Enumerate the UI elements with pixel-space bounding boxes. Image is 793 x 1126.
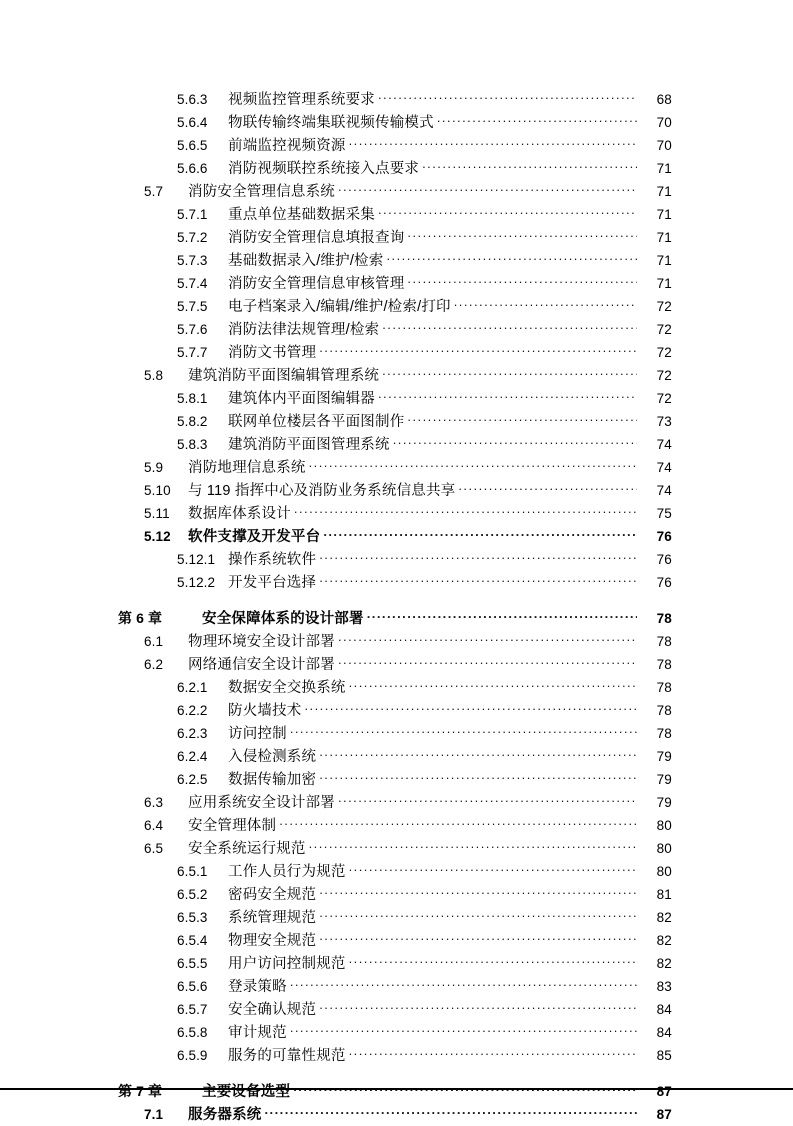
toc-entry[interactable] [0,157,793,180]
toc-leader-dots [437,113,637,127]
toc-entry-number: 5.6.5 [177,138,208,153]
toc-entry-title: 消防安全管理信息填报查询 [228,230,405,246]
toc-entry-page-number: 71 [656,207,672,222]
toc-entry-title: 安全确认规范 [228,1002,317,1018]
toc-entry-number: 5.6.4 [177,115,208,130]
toc-leader-dots [382,366,637,380]
toc-entry-number: 6.5.8 [177,1025,208,1040]
toc-entry[interactable] [0,456,793,479]
toc-entry-title: 联网单位楼层各平面图制作 [228,414,405,430]
toc-leader-dots [454,297,637,311]
toc-entry-title: 数据安全交换系统 [228,680,346,696]
toc-entry-number: 5.10 [144,483,171,498]
toc-entry-number: 6.5.1 [177,864,208,879]
toc-entry-title: 消防视频联控系统接入点要求 [228,161,420,177]
toc-entry-page-number: 81 [656,887,672,902]
toc-entry-page-number: 78 [656,680,672,695]
toc-leader-dots [378,205,637,219]
toc-entry-number: 6.5.9 [177,1048,208,1063]
toc-entry[interactable] [0,998,793,1021]
toc-entry-number: 6.5.6 [177,979,208,994]
toc-entry[interactable] [0,502,793,525]
toc-entry[interactable] [0,111,793,134]
toc-entry-number: 5.12.2 [177,575,216,590]
toc-entry-title: 安全管理体制 [188,818,277,834]
toc-entry[interactable] [0,929,793,952]
toc-entry[interactable] [0,1021,793,1044]
toc-entry[interactable] [0,1080,793,1103]
toc-entry-page-number: 71 [656,184,672,199]
toc-entry-number: 第 7 章 [118,1083,163,1099]
toc-entry-number: 6.2.2 [177,703,208,718]
toc-entry-page-number: 78 [656,611,672,626]
toc-entry[interactable] [0,180,793,203]
toc-entry[interactable] [0,410,793,433]
toc-leader-dots [323,527,637,541]
toc-leader-dots [305,701,638,715]
toc-leader-dots [279,816,637,830]
toc-entry[interactable] [0,134,793,157]
toc-leader-dots [338,632,637,646]
toc-entry-title: 建筑体内平面图编辑器 [228,391,375,407]
toc-leader-dots [338,655,637,669]
toc-entry-page-number: 71 [656,253,672,268]
toc-entry[interactable] [0,272,793,295]
toc-entry-number: 6.1 [144,634,164,649]
toc-entry-page-number: 80 [656,841,672,856]
toc-entry-number: 5.7.2 [177,230,208,245]
toc-entry-title: 服务的可靠性规范 [228,1048,346,1064]
toc-leader-dots [349,862,637,876]
toc-entry-number: 5.7.5 [177,299,208,314]
toc-entry-page-number: 85 [656,1048,672,1063]
toc-entry[interactable] [0,88,793,111]
toc-leader-dots [319,885,637,899]
toc-entry-number: 6.2.1 [177,680,208,695]
toc-entry-number: 5.6.6 [177,161,208,176]
toc-leader-dots [338,182,637,196]
toc-leader-dots [319,343,637,357]
toc-entry-title: 物理环境安全设计部署 [188,634,335,650]
toc-entry-number: 7.1 [144,1107,164,1122]
toc-entry-number: 6.3 [144,795,164,810]
toc-entry[interactable] [0,548,793,571]
toc-entry-page-number: 72 [656,345,672,360]
toc-entry-title: 建筑消防平面图编辑管理系统 [188,368,380,384]
toc-leader-dots [319,747,637,761]
toc-entry[interactable] [0,745,793,768]
toc-entry-page-number: 71 [656,276,672,291]
toc-entry[interactable] [0,364,793,387]
toc-entry-number: 5.7.7 [177,345,208,360]
toc-leader-dots [407,228,637,242]
toc-entry-page-number: 83 [656,979,672,994]
toc-entry-title: 消防安全管理信息系统 [188,184,335,200]
toc-entry[interactable] [0,653,793,676]
toc-entry[interactable] [0,571,793,594]
toc-entry-title: 主要设备选型 [202,1084,291,1100]
toc-entry-page-number: 72 [656,299,672,314]
toc-entry-number: 5.8.1 [177,391,208,406]
toc-entry-number: 6.2.3 [177,726,208,741]
toc-entry-title: 基础数据录入/维护/检索 [228,253,384,269]
toc-entry[interactable] [0,768,793,791]
toc-entry[interactable] [0,883,793,906]
toc-entry-page-number: 73 [656,414,672,429]
toc-leader-dots [319,908,637,922]
table-of-contents [0,88,793,1126]
toc-leader-dots [319,770,637,784]
toc-entry-title: 防火墙技术 [228,703,302,719]
toc-entry-title: 登录策略 [228,979,287,995]
toc-entry[interactable] [0,906,793,929]
toc-entry[interactable] [0,203,793,226]
toc-entry-title: 应用系统安全设计部署 [188,795,335,811]
toc-entry-number: 第 6 章 [118,610,163,626]
toc-entry-number: 5.8.2 [177,414,208,429]
toc-entry-number: 6.5.7 [177,1002,208,1017]
toc-entry-title: 前端监控视频资源 [228,138,346,154]
toc-entry-page-number: 76 [656,552,672,567]
toc-entry-page-number: 84 [656,1025,672,1040]
toc-entry-number: 5.12 [144,529,171,544]
toc-entry-title: 安全保障体系的设计部署 [202,611,364,627]
toc-entry[interactable] [0,837,793,860]
toc-leader-dots [349,954,637,968]
toc-entry-title: 密码安全规范 [228,887,317,903]
toc-leader-dots [378,389,637,403]
toc-entry[interactable] [0,860,793,883]
toc-leader-dots [290,977,637,991]
toc-leader-dots [338,793,637,807]
toc-leader-dots [309,839,637,853]
toc-entry-page-number: 80 [656,818,672,833]
toc-entry-page-number: 78 [656,657,672,672]
toc-entry-number: 5.9 [144,460,164,475]
toc-entry-number: 5.7.6 [177,322,208,337]
toc-leader-dots [382,320,637,334]
toc-leader-dots [319,931,637,945]
toc-entry[interactable] [0,722,793,745]
toc-entry-title: 服务器系统 [188,1107,262,1123]
toc-entry-page-number: 78 [656,634,672,649]
toc-entry-title: 重点单位基础数据采集 [228,207,375,223]
toc-entry-page-number: 70 [656,138,672,153]
toc-entry-title: 视频监控管理系统要求 [228,92,375,108]
toc-leader-dots [407,274,637,288]
toc-leader-dots [378,90,637,104]
toc-leader-dots [290,1023,637,1037]
toc-entry-title: 电子档案录入/编辑/维护/检索/打印 [228,299,451,315]
toc-entry-title: 网络通信安全设计部署 [188,657,335,673]
toc-entry-title: 访问控制 [228,726,287,742]
toc-entry[interactable] [0,318,793,341]
toc-entry-title: 审计规范 [228,1025,287,1041]
toc-entry[interactable] [0,249,793,272]
toc-leader-dots [290,724,637,738]
footer-divider [0,1088,793,1090]
toc-entry[interactable] [0,607,793,630]
toc-entry[interactable] [0,1044,793,1067]
toc-entry-page-number: 78 [656,703,672,718]
toc-entry-title: 与 119 指挥中心及消防业务系统信息共享 [188,483,456,499]
toc-entry-title: 用户访问控制规范 [228,956,346,972]
toc-entry[interactable] [0,433,793,456]
toc-entry-number: 5.8.3 [177,437,208,452]
toc-entry[interactable] [0,699,793,722]
toc-entry-page-number: 68 [656,92,672,107]
toc-entry-page-number: 80 [656,864,672,879]
toc-entry-page-number: 71 [656,161,672,176]
toc-leader-dots [319,1000,637,1014]
toc-leader-dots [367,609,637,623]
toc-entry-page-number: 79 [656,749,672,764]
toc-entry-page-number: 84 [656,1002,672,1017]
toc-entry-title: 入侵检测系统 [228,749,317,765]
toc-entry[interactable] [0,295,793,318]
toc-entry-title: 物联传输终端集联视频传输模式 [228,115,434,131]
toc-entry-number: 5.7.3 [177,253,208,268]
toc-entry-title: 消防法律法规管理/检索 [228,322,380,338]
toc-entry-title: 数据库体系设计 [188,506,291,522]
toc-entry-page-number: 78 [656,726,672,741]
toc-entry-number: 5.8 [144,368,164,383]
toc-entry-page-number: 76 [656,575,672,590]
toc-entry-page-number: 79 [656,795,672,810]
toc-entry[interactable] [0,341,793,364]
toc-entry-title: 工作人员行为规范 [228,864,346,880]
toc-entry-page-number: 75 [656,506,672,521]
toc-entry-page-number: 72 [656,322,672,337]
toc-entry-number: 6.2.4 [177,749,208,764]
toc-leader-dots [319,550,637,564]
toc-entry-title: 消防地理信息系统 [188,460,306,476]
toc-leader-dots [422,159,637,173]
toc-entry-page-number: 74 [656,483,672,498]
toc-leader-dots [458,481,637,495]
toc-entry-title: 建筑消防平面图管理系统 [228,437,390,453]
toc-entry-title: 物理安全规范 [228,933,317,949]
toc-entry[interactable] [0,226,793,249]
toc-leader-dots [349,136,637,150]
toc-entry[interactable] [0,630,793,653]
toc-entry-number: 6.5.4 [177,933,208,948]
toc-entry[interactable] [0,975,793,998]
toc-entry-number: 5.12.1 [177,552,216,567]
toc-entry-page-number: 70 [656,115,672,130]
toc-entry-page-number: 76 [656,529,672,544]
toc-entry[interactable] [0,952,793,975]
toc-entry-title: 软件支撑及开发平台 [188,529,321,545]
toc-entry-page-number: 82 [656,933,672,948]
toc-entry-page-number: 72 [656,368,672,383]
toc-entry-number: 6.2.5 [177,772,208,787]
toc-entry[interactable] [0,1103,793,1126]
toc-leader-dots [294,504,637,518]
toc-entry[interactable] [0,387,793,410]
toc-entry-page-number: 72 [656,391,672,406]
toc-leader-dots [309,458,637,472]
toc-entry-number: 5.6.3 [177,92,208,107]
toc-entry[interactable] [0,791,793,814]
toc-entry-number: 5.7 [144,184,164,199]
toc-entry[interactable] [0,814,793,837]
toc-entry-number: 6.5.3 [177,910,208,925]
toc-entry-number: 6.4 [144,818,164,833]
toc-entry-title: 消防安全管理信息审核管理 [228,276,405,292]
toc-entry-page-number: 87 [656,1084,672,1099]
toc-leader-dots [265,1105,638,1119]
toc-leader-dots [407,412,637,426]
toc-entry-title: 安全系统运行规范 [188,841,306,857]
toc-entry-title: 数据传输加密 [228,772,317,788]
toc-entry-page-number: 87 [656,1107,672,1122]
toc-entry-number: 6.5 [144,841,164,856]
toc-entry-number: 6.2 [144,657,164,672]
toc-entry-number: 6.5.2 [177,887,208,902]
toc-leader-dots [319,573,637,587]
toc-entry-page-number: 74 [656,437,672,452]
toc-entry-page-number: 74 [656,460,672,475]
toc-entry[interactable] [0,676,793,699]
toc-entry-title: 系统管理规范 [228,910,317,926]
toc-entry-number: 5.7.4 [177,276,208,291]
toc-entry-number: 5.11 [144,506,170,521]
toc-entry[interactable] [0,525,793,548]
toc-leader-dots [349,678,637,692]
toc-entry-page-number: 82 [656,910,672,925]
toc-entry-title: 操作系统软件 [228,552,317,568]
toc-entry-page-number: 71 [656,230,672,245]
toc-leader-dots [393,435,637,449]
toc-leader-dots [349,1046,637,1060]
toc-entry-title: 消防文书管理 [228,345,317,361]
toc-leader-dots [386,251,637,265]
toc-entry-number: 6.5.5 [177,956,208,971]
toc-entry-number: 5.7.1 [177,207,208,222]
toc-entry-page-number: 82 [656,956,672,971]
toc-entry-title: 开发平台选择 [228,575,317,591]
toc-entry-page-number: 79 [656,772,672,787]
toc-entry[interactable] [0,479,793,502]
